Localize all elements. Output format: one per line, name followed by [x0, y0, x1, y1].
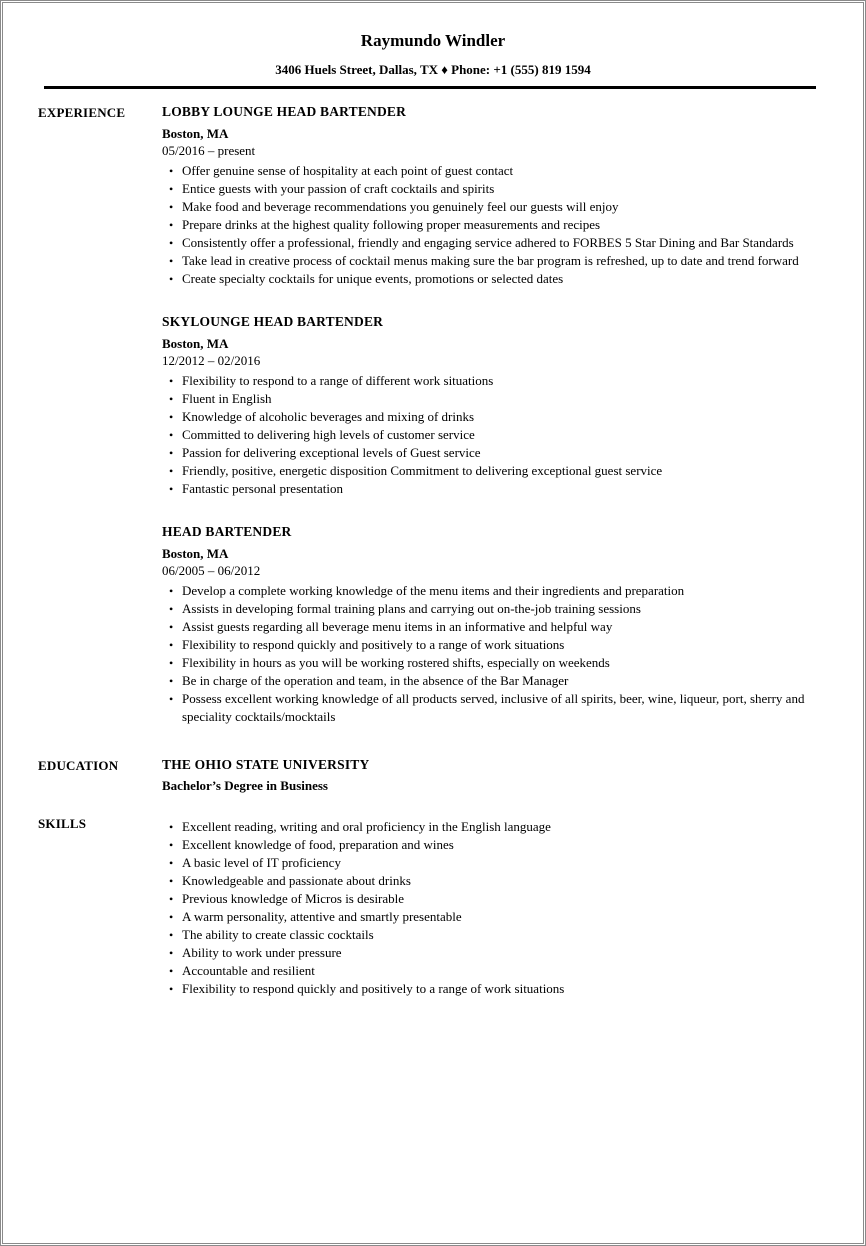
job-location: Boston, MA — [162, 336, 229, 351]
bullet-item: • Friendly, positive, energetic disposition Commitment to delivering exceptional guest service — [162, 462, 812, 480]
section-label-education: EDUCATION — [38, 758, 119, 773]
skills-section — [3, 815, 863, 998]
job-title: SKYLOUNGE HEAD BARTENDER — [162, 314, 384, 329]
bullet-item: • Excellent knowledge of food, preparation and wines — [162, 836, 812, 854]
bullet-item: • Fluent in English — [162, 390, 812, 408]
bullet-item: • Ability to work under pressure — [162, 944, 812, 962]
bullet-item: • Develop a complete working knowledge of the menu items and their ingredients and preparation — [162, 582, 812, 600]
job-location: Boston, MA — [162, 546, 229, 561]
job-title: LOBBY LOUNGE HEAD BARTENDER — [162, 104, 407, 119]
bullet-item: • Take lead in creative process of cocktail menus making sure the bar program is refreshed, up to date and trend forward — [162, 252, 812, 270]
job-title: HEAD BARTENDER — [162, 524, 292, 539]
bullet-item: • Fantastic personal presentation — [162, 480, 812, 498]
section-label-skills: SKILLS — [38, 816, 87, 831]
bullet-item: • Assists in developing formal training plans and carrying out on-the-job training sessions — [162, 600, 812, 618]
skills-content — [162, 815, 812, 998]
bullet-item: • Entice guests with your passion of craft cocktails and spirits — [162, 180, 812, 198]
job-bullet-list — [162, 582, 812, 726]
job-entry-lobby-lounge — [162, 104, 812, 288]
job-dates: 05/2016 – present — [162, 143, 256, 158]
bullet-item: • Passion for delivering exceptional levels of Guest service — [162, 444, 812, 462]
degree-name: Bachelor’s Degree in Business — [162, 778, 328, 793]
job-location: Boston, MA — [162, 126, 229, 141]
bullet-item: • Accountable and resilient — [162, 962, 812, 980]
section-label-experience: EXPERIENCE — [38, 105, 126, 120]
bullet-item: • Flexibility in hours as you will be working rostered shifts, especially on weekends — [162, 654, 812, 672]
skills-bullet-list — [162, 818, 812, 998]
bullet-item: • Be in charge of the operation and team, in the absence of the Bar Manager — [162, 672, 812, 690]
contact-line: 3406 Huels Street, Dallas, TX ♦ Phone: +1 (555) 819 1594 — [275, 62, 591, 77]
bullet-item: • Committed to delivering high levels of customer service — [162, 426, 812, 444]
bullet-item: • Offer genuine sense of hospitality at each point of guest contact — [162, 162, 812, 180]
bullet-item: • A warm personality, attentive and smartly presentable — [162, 908, 812, 926]
job-dates: 06/2005 – 06/2012 — [162, 563, 261, 578]
bullet-item: • Possess excellent working knowledge of all products served, inclusive of all spirits, beer, wine, liqueur, port, sherry and speciality cocktails/mocktails — [162, 690, 812, 726]
experience-section — [3, 104, 863, 726]
bullet-item: • Assist guests regarding all beverage menu items in an informative and helpful way — [162, 618, 812, 636]
bullet-item: • Flexibility to respond to a range of different work situations — [162, 372, 812, 390]
job-bullet-list — [162, 372, 812, 498]
bullet-item: • Knowledge of alcoholic beverages and mixing of drinks — [162, 408, 812, 426]
bullet-item: • Knowledgeable and passionate about drinks — [162, 872, 812, 890]
bullet-item: • Make food and beverage recommendations you genuinely feel our guests will enjoy — [162, 198, 812, 216]
job-entry-skylounge — [162, 314, 812, 498]
bullet-item: • Flexibility to respond quickly and positively to a range of work situations — [162, 980, 812, 998]
bullet-item: • Flexibility to respond quickly and positively to a range of work situations — [162, 636, 812, 654]
job-entry-head-bartender — [162, 524, 812, 726]
bullet-item: • Prepare drinks at the highest quality following proper measurements and recipes — [162, 216, 812, 234]
candidate-name: Raymundo Windler — [360, 31, 506, 50]
bullet-item: • The ability to create classic cocktails — [162, 926, 812, 944]
job-dates: 12/2012 – 02/2016 — [162, 353, 261, 368]
bullet-item: • A basic level of IT proficiency — [162, 854, 812, 872]
job-bullet-list — [162, 162, 812, 288]
bullet-item: • Excellent reading, writing and oral proficiency in the English language — [162, 818, 812, 836]
header-divider — [44, 86, 816, 89]
bullet-item: • Create specialty cocktails for unique events, promotions or selected dates — [162, 270, 812, 288]
experience-content — [162, 104, 812, 726]
school-name: THE OHIO STATE UNIVERSITY — [162, 757, 370, 772]
bullet-item: • Previous knowledge of Micros is desirable — [162, 890, 812, 908]
education-section — [3, 757, 863, 794]
education-content — [162, 757, 812, 794]
resume-header — [3, 3, 863, 78]
bullet-item: • Consistently offer a professional, friendly and engaging service adhered to FORBES 5 Star Dining and Bar Standards — [162, 234, 812, 252]
